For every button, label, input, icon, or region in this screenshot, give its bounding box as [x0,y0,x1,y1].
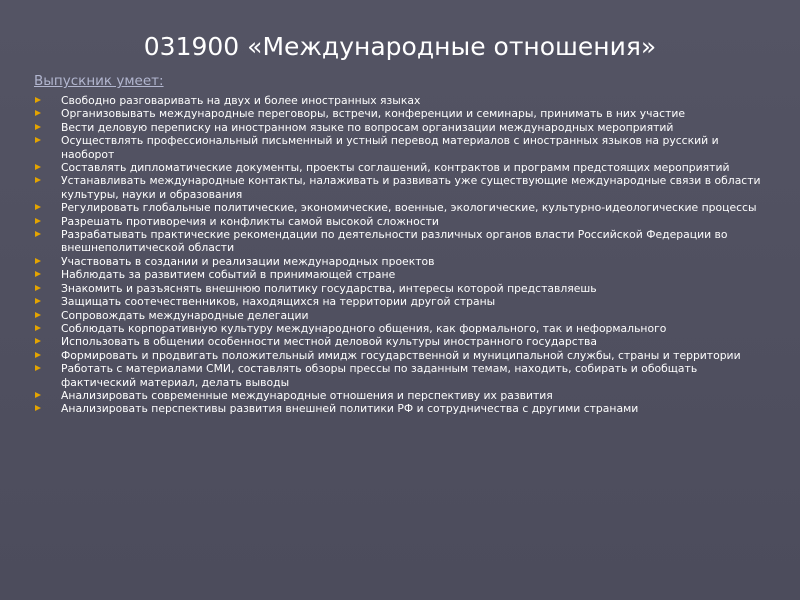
triangle-bullet-icon [35,285,41,291]
list-item-text: Разрешать противоречия и конфликты самой высокой сложности [61,214,439,228]
list-item [34,228,766,255]
slide-title: 031900 «Международные отношения» [143,32,657,61]
list-item [34,282,766,295]
list-item-text: Анализировать перспективы развития внешней политики РФ и сотрудничества с другими странами [61,402,639,416]
list-item [34,161,766,174]
triangle-bullet-icon [35,204,41,210]
list-item [34,121,766,134]
list-item-text: Участвовать в создании и реализации международных проектов [61,254,435,268]
triangle-bullet-icon [35,164,41,170]
triangle-bullet-icon [35,218,41,224]
list-item [34,402,766,415]
list-item [34,295,766,308]
skills-list [34,94,766,416]
list-item-text: Осуществлять профессиональный письменный и устный перевод материалов с иностранных языков на русский и наоборот [61,134,719,161]
list-item-text: Сопровождать международные делегации [61,308,309,322]
list-item-text: Работать с материалами СМИ, составлять обзоры прессы по заданным темам, находить, собирать и обобщать фактический материал, делать выводы [61,362,698,389]
list-item [34,268,766,281]
triangle-bullet-icon [35,124,41,130]
list-item-text: Составлять дипломатические документы, проекты соглашений, контрактов и программ предстоящих мероприятий [61,161,730,175]
triangle-bullet-icon [35,271,41,277]
list-item [34,107,766,120]
slide-subtitle: Выпускник умеет: [34,73,164,89]
triangle-bullet-icon [35,258,41,264]
list-item [34,201,766,214]
triangle-bullet-icon [35,405,41,411]
list-item-text: Анализировать современные международные отношения и перспективу их развития [61,388,553,402]
list-item-text: Вести деловую переписку на иностранном языке по вопросам организации международных мероприятий [61,120,674,134]
list-item-text: Защищать соотечественников, находящихся на территории другой страны [61,295,496,309]
triangle-bullet-icon [35,231,41,237]
list-item [34,389,766,402]
list-item [34,94,766,107]
list-item-text: Регулировать глобальные политические, экономические, военные, экологические, культурно-идеологические процессы [61,201,757,215]
list-item [34,362,766,389]
triangle-bullet-icon [35,177,41,183]
list-item-text: Формировать и продвигать положительный имидж государственной и муниципальной службы, страны и территории [61,348,741,362]
list-item [34,322,766,335]
triangle-bullet-icon [35,392,41,398]
list-item-text: Устанавливать международные контакты, налаживать и развивать уже существующие международные связи в области культуры, науки и образования [61,174,761,201]
list-item [34,255,766,268]
list-item [34,309,766,322]
list-item-text: Знакомить и разъяснять внешнюю политику государства, интересы которой представляешь [61,281,597,295]
triangle-bullet-icon [35,338,41,344]
triangle-bullet-icon [35,298,41,304]
triangle-bullet-icon [35,312,41,318]
triangle-bullet-icon [35,110,41,116]
list-item-text: Организовывать международные переговоры, встречи, конференции и семинары, принимать в них участие [61,107,686,121]
list-item-text: Соблюдать корпоративную культуру международного общения, как формального, так и неформального [61,321,667,335]
triangle-bullet-icon [35,137,41,143]
triangle-bullet-icon [35,352,41,358]
list-item-text: Разрабатывать практические рекомендации по деятельности различных органов власти Российской Федерации во внешнеполитической области [61,228,728,255]
list-item [34,349,766,362]
list-item-text: Свободно разговаривать на двух и более иностранных языках [61,94,421,107]
triangle-bullet-icon [35,365,41,371]
triangle-bullet-icon [35,97,41,103]
list-item [34,335,766,348]
list-item [34,134,766,161]
list-item [34,215,766,228]
list-item [34,174,766,201]
triangle-bullet-icon [35,325,41,331]
list-item-text: Использовать в общении особенности местной деловой культуры иностранного государства [61,335,597,349]
list-item-text: Наблюдать за развитием событий в принимающей стране [61,268,396,282]
